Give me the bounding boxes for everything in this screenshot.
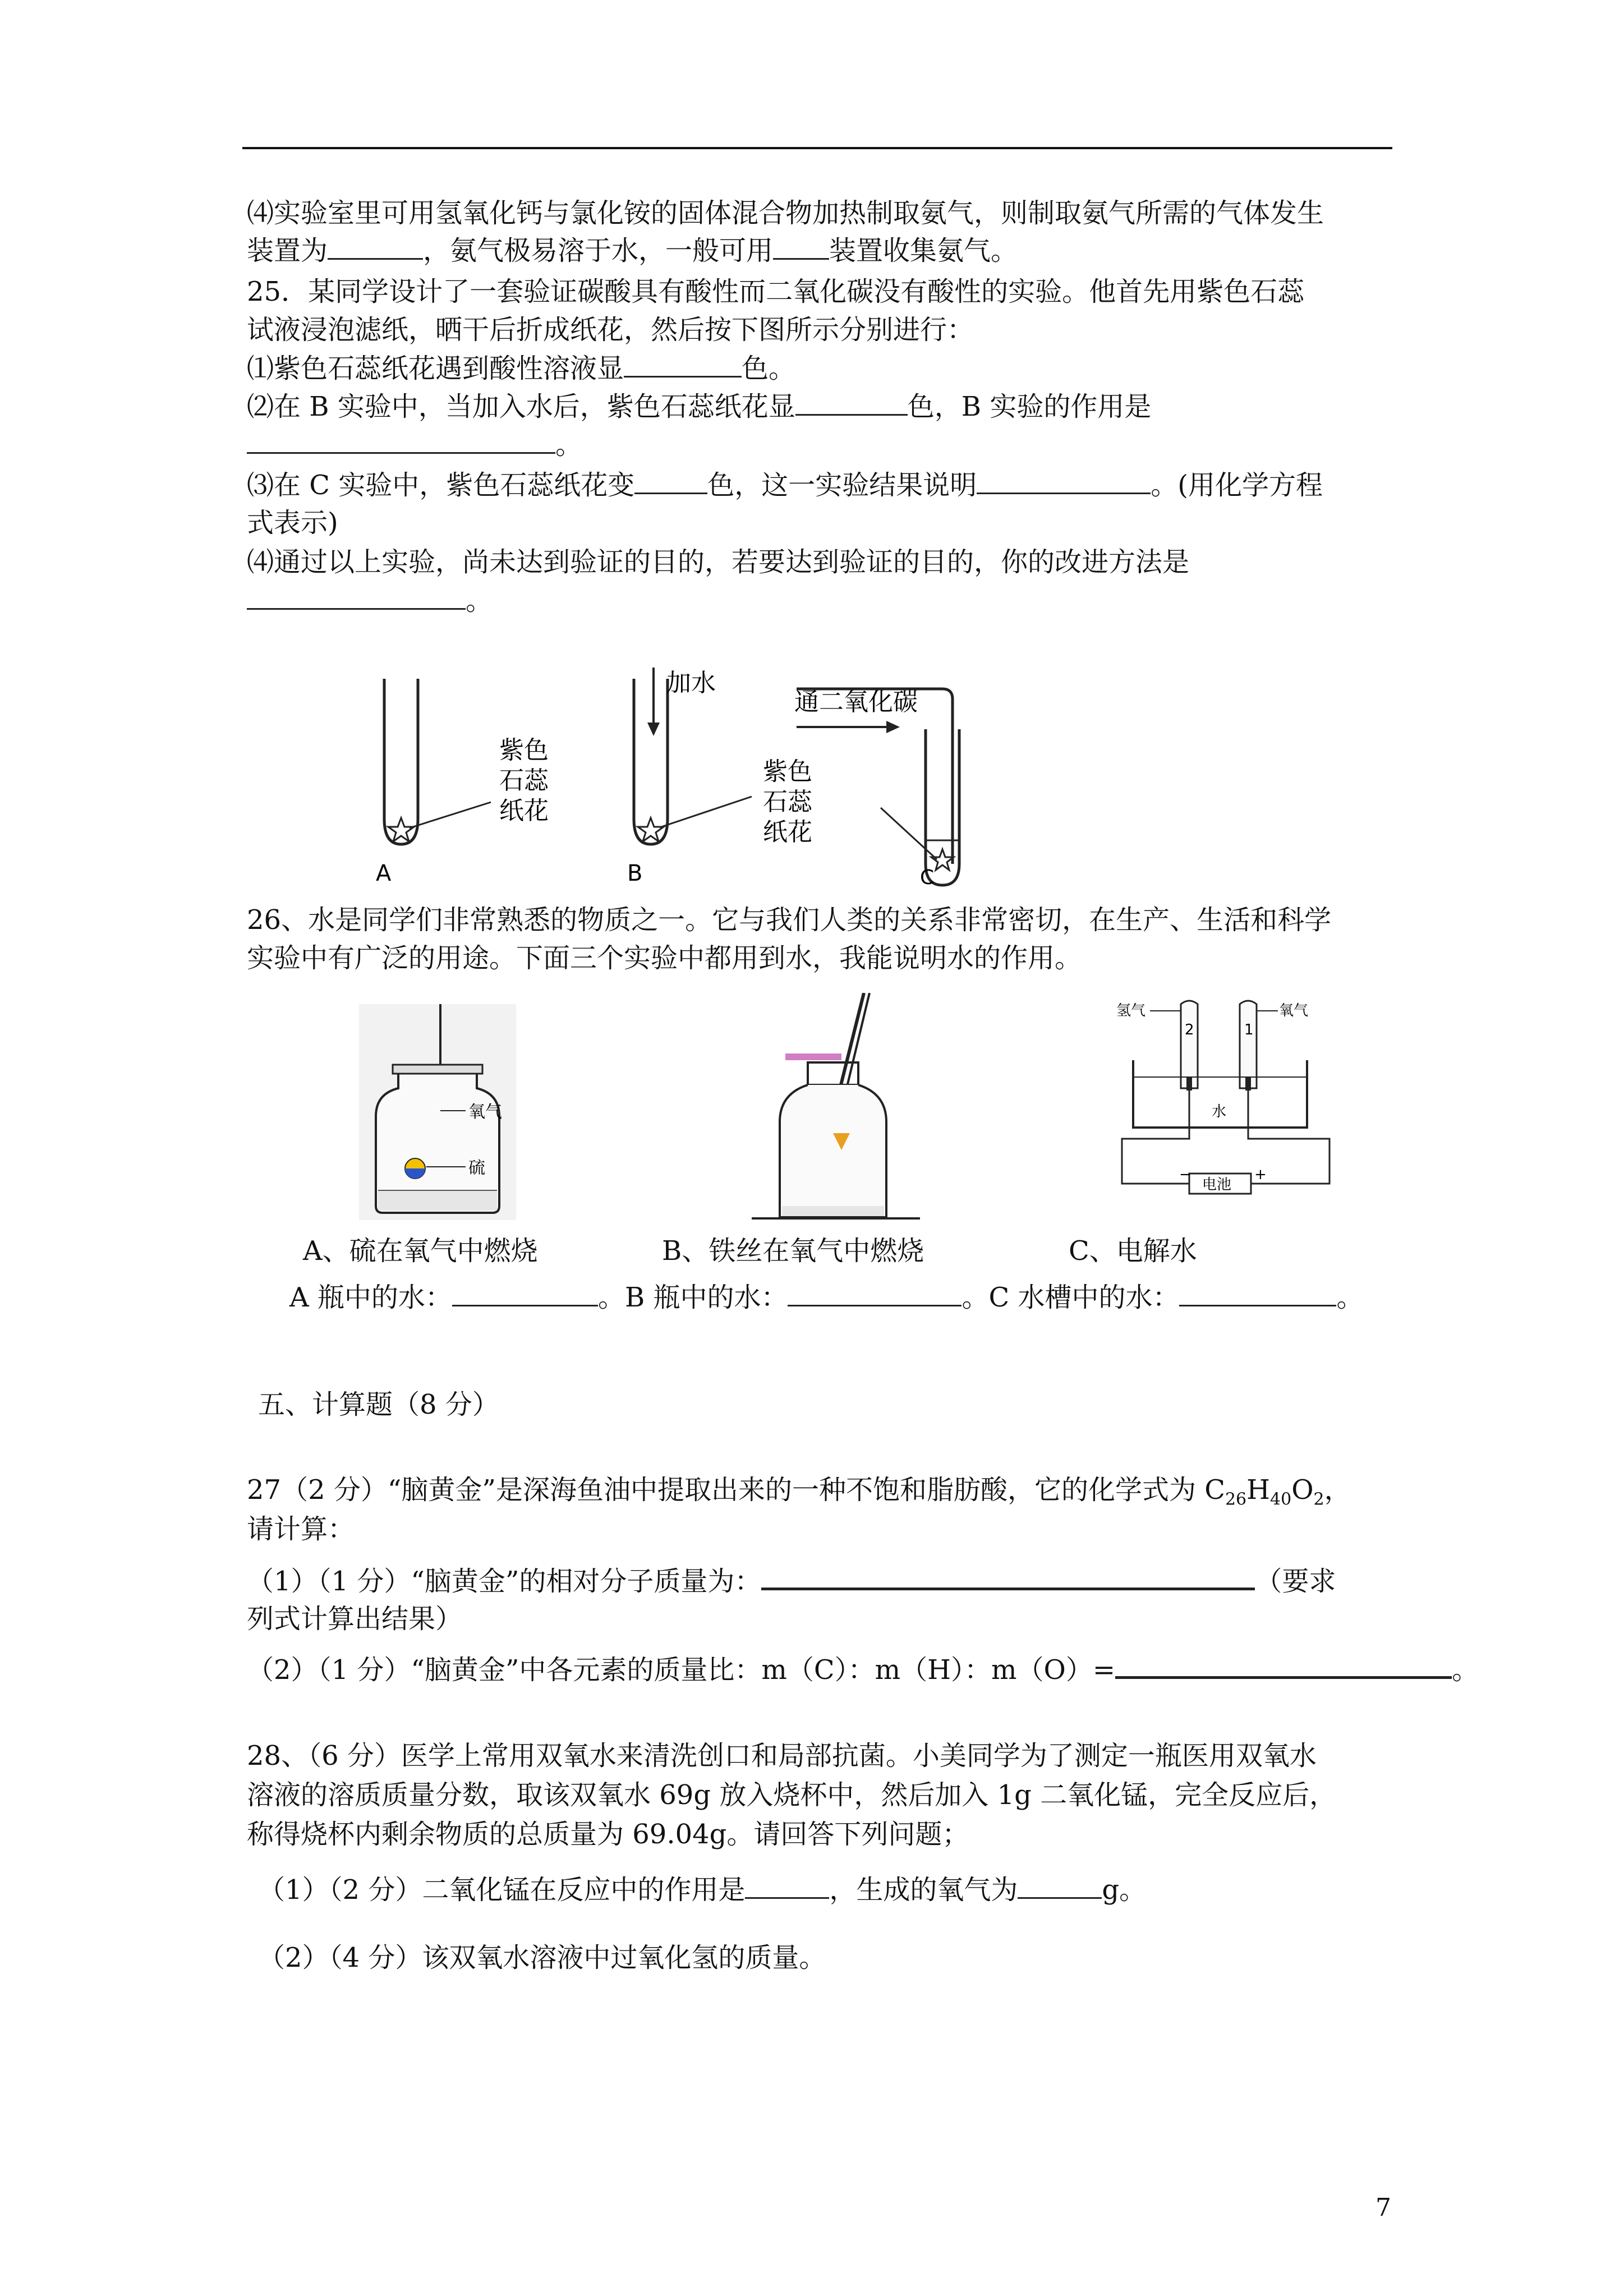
glass-plate: [785, 1053, 841, 1060]
answer-blank[interactable]: [452, 1280, 598, 1306]
electrolysis-figure: [1116, 993, 1341, 1200]
flower-label-b-3: 纸花: [763, 818, 812, 846]
answer-blank[interactable]: [328, 233, 423, 260]
q28-p2: （2）（4 分）该双氧水溶液中过氧化氢的质量。: [258, 1942, 826, 1973]
test-tube-c: [926, 729, 959, 885]
caption-c: C、电解水: [1069, 1235, 1197, 1267]
minus-label: −: [1179, 1166, 1191, 1183]
pass-co2-label: 通二氧化碳: [794, 688, 918, 716]
q25-p3: ⑶在 C 实验中，紫色石蕊纸花变 色，这一实验结果说明 。(用化学方程: [247, 468, 1323, 502]
label-b: B: [627, 861, 643, 886]
right-arrow-icon: [886, 721, 900, 733]
q25-p3-cont: 式表示): [247, 507, 338, 539]
caption-b: B、铁丝在氧气中燃烧: [662, 1235, 924, 1267]
q27-p1-cont: 列式计算出结果）: [247, 1603, 463, 1635]
answer-blank[interactable]: [624, 351, 742, 378]
q25-line1: 25．某同学设计了一套验证碳酸具有酸性而二氧化碳没有酸性的实验。他首先用紫色石蕊: [247, 276, 1305, 307]
tube-2-label: 2: [1185, 1022, 1194, 1038]
q27-p1: （1）（1 分）“脑黄金”的相对分子质量为： （要求: [247, 1563, 1336, 1598]
answer-blank[interactable]: [634, 468, 707, 494]
q27-line2: 请计算：: [247, 1513, 355, 1545]
bottle-water: [378, 1190, 497, 1211]
pointer-line: [410, 802, 491, 828]
electrode: [1186, 1077, 1192, 1091]
q24-p4-line2: 装置为 ，氨气极易溶于水，一般可用 装置收集氨气。: [247, 233, 1018, 268]
oxygen-label: 氧气: [468, 1102, 502, 1122]
answer-blank[interactable]: [1018, 1872, 1102, 1899]
flower-label-b-1: 紫色: [763, 757, 812, 786]
q24-p4-line1: ⑷实验室里可用氢氧化钙与氯化铵的固体混合物加热制取氨气，则制取氨气所需的气体发生: [247, 197, 1324, 229]
page-number: 7: [1375, 2193, 1391, 2222]
answer-blank[interactable]: [773, 233, 829, 260]
q25-p1: ⑴紫色石蕊纸花遇到酸性溶液显 色。: [247, 351, 795, 385]
q27-p2: （2）（1 分）“脑黄金”中各元素的质量比：m（C）：m（H）：m（O）= 。: [247, 1651, 1479, 1687]
q28-line2: 溶液的溶质质量分数，取该双氧水 69g 放入烧杯中，然后加入 1g 二氧化锰，完全反应后，: [247, 1779, 1337, 1811]
plus-label: +: [1254, 1166, 1267, 1183]
flower-label-b-2: 石蕊: [763, 788, 812, 816]
sulfur-burning-figure: [359, 1004, 522, 1228]
q25-p4-cont: 。: [247, 583, 493, 618]
flower-label-a-1: 紫色: [499, 736, 549, 765]
bottle-lid: [393, 1065, 482, 1074]
oxygen-label: 氧气: [1279, 1002, 1309, 1019]
iron-wire-burning-figure: [752, 993, 920, 1228]
q27-line1: 27（2 分）“脑黄金”是深海鱼油中提取出来的一种不饱和脂肪酸，它的化学式为 $C_{26}H_{40}O_2$，: [247, 1474, 1351, 1510]
pointer-line: [660, 797, 752, 827]
q26-line2: 实验中有广泛的用途。下面三个实验中都用到水，我能说明水的作用。: [247, 942, 1082, 974]
bottle-water: [782, 1206, 884, 1216]
q28-line1: 28、（6 分）医学上常用双氧水来清洗创口和局部抗菌。小美同学为了测定一瓶医用双氧水: [247, 1740, 1317, 1772]
tube-1-label: 1: [1244, 1022, 1254, 1038]
answer-blank[interactable]: [795, 389, 908, 416]
water-label: 水: [1212, 1103, 1227, 1120]
q26-answers: A 瓶中的水： 。B 瓶中的水： 。C 水槽中的水： 。: [289, 1280, 1364, 1314]
add-water-label: 加水: [666, 669, 716, 697]
section-title: 五、计算题（8 分）: [258, 1389, 499, 1420]
q25-p4: ⑷通过以上实验，尚未达到验证的目的，若要达到验证的目的，你的改进方法是: [247, 546, 1190, 578]
q28-line3: 称得烧杯内剩余物质的总质量为 69.04g。请回答下列问题；: [247, 1819, 969, 1850]
q25-p2: ⑵在 B 实验中，当加入水后，紫色石蕊纸花显 色，B 实验的作用是: [247, 389, 1151, 424]
tube-1: [1240, 1001, 1257, 1088]
answer-blank[interactable]: [247, 427, 555, 454]
answer-blank[interactable]: [977, 468, 1151, 494]
paper-flower-c-icon: [931, 849, 954, 870]
q25-p2-cont: 。: [247, 427, 582, 462]
q26-line1: 26、水是同学们非常熟悉的物质之一。它与我们人类的关系非常密切，在生产、生活和科学: [247, 904, 1332, 936]
answer-blank[interactable]: [247, 583, 466, 610]
tube-2: [1181, 1001, 1198, 1088]
litmus-experiment-figure: [303, 617, 1077, 898]
paper-flower-b-icon: [638, 818, 664, 841]
flower-label-a-3: 纸花: [499, 797, 549, 825]
q28-p1: （1）（2 分）二氧化锰在反应中的作用是 ，生成的氧气为 g。: [258, 1872, 1146, 1907]
gas-bottle: [780, 1085, 886, 1217]
header-rule: [242, 147, 1392, 149]
answer-blank[interactable]: [761, 1563, 1255, 1590]
caption-a: A、硫在氧气中燃烧: [303, 1235, 538, 1267]
q25-line2: 试液浸泡滤纸，晒干后折成纸花，然后按下图所示分别进行：: [247, 314, 974, 346]
answer-blank[interactable]: [1179, 1280, 1336, 1306]
battery-label: 电池: [1202, 1176, 1232, 1193]
sulfur-label: 硫: [468, 1158, 485, 1178]
answer-blank[interactable]: [1115, 1651, 1452, 1679]
answer-blank[interactable]: [788, 1280, 961, 1306]
hydrogen-label: 氢气: [1116, 1002, 1146, 1019]
label-a: A: [376, 861, 392, 886]
paper-flower-a-icon: [388, 818, 414, 841]
pointer-line: [881, 808, 937, 859]
flower-label-a-2: 石蕊: [499, 766, 549, 795]
down-arrow-icon: [647, 723, 660, 736]
label-c: C: [920, 866, 935, 889]
electrode: [1245, 1077, 1251, 1091]
answer-blank[interactable]: [745, 1872, 829, 1899]
